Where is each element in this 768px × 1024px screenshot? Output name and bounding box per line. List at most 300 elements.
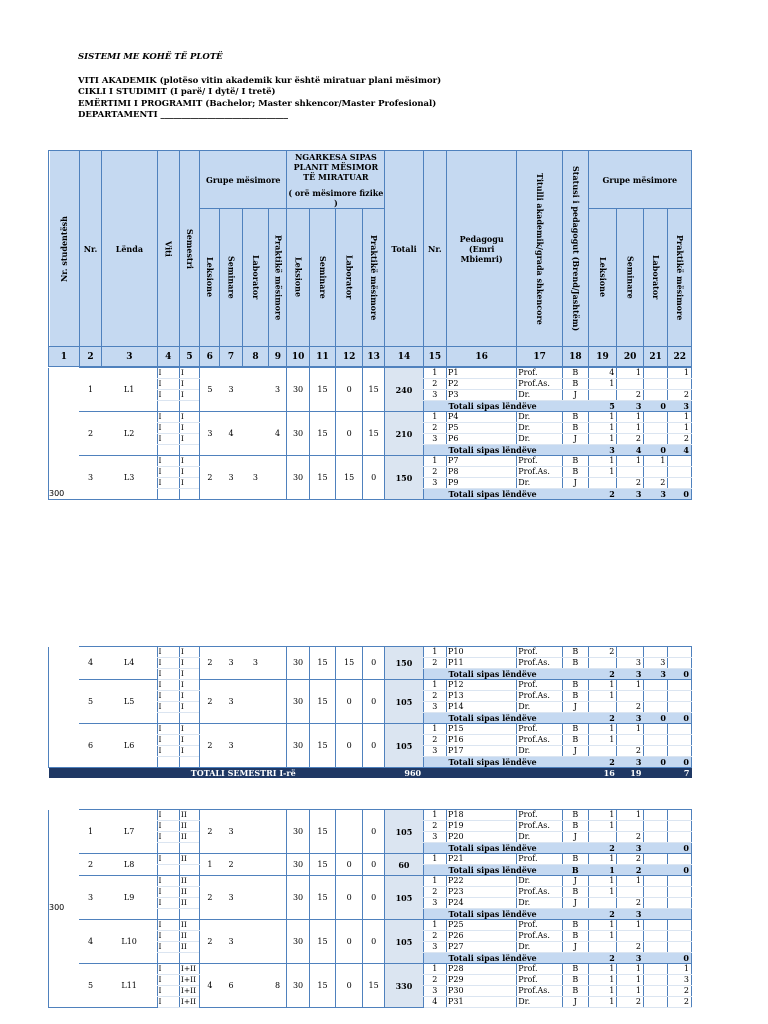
table-row [49,724,692,735]
teacher-nr: 2 [423,658,446,669]
semester-cell: II [179,931,199,942]
semester-total-group [643,768,667,779]
teacher-status: B [563,467,589,478]
group-value: 2 [200,647,220,680]
subject-total-value: 2 [588,489,617,500]
teacher-nr: 2 [423,735,446,746]
semester-total-group: 7 [668,768,692,779]
teacher-nr: 3 [423,390,446,401]
semester-cell [179,445,199,456]
load-value: 15 [309,964,336,1008]
load-value: 15 [309,680,336,724]
table-row [49,964,692,975]
load-value: 0 [362,810,384,854]
teacher-group: 2 [617,854,644,865]
table-row [49,456,692,467]
subject-total-value: 3 [617,669,644,680]
teacher-name: P19 [447,821,517,832]
col-ngarkesa: NGARKESA SIPAS PLANIT MËSIMOR TË MIRATUAR [293,151,379,182]
group-value [242,964,269,1008]
teacher-title: Prof.As. [517,986,563,997]
load-value: 30 [287,964,309,1008]
column-number: 13 [362,347,384,367]
teacher-group: 1 [668,423,692,434]
semester-cell: I [179,467,199,478]
year-cell: I [157,876,179,887]
teacher-name: P9 [447,478,517,489]
col-totali: Totali [385,151,423,347]
col-g2-seminare: Seminare [617,209,644,347]
teacher-title: Prof.As. [517,821,563,832]
teacher-group: 1 [588,423,617,434]
teacher-group: 1 [588,810,617,821]
total-value: 240 [385,368,423,412]
teacher-nr: 3 [423,702,446,713]
teacher-group [617,379,644,390]
subject-total-label: Totali sipas lëndëve [447,865,563,876]
teacher-group [668,810,692,821]
load-value: 30 [287,368,309,412]
teacher-title: Prof. [517,680,563,691]
group-value [242,680,269,724]
teacher-group [668,746,692,757]
group-value [269,810,287,854]
year-cell: I [157,680,179,691]
subject-name: L5 [102,680,157,724]
group-value [269,854,287,876]
teacher-title: Prof. [517,964,563,975]
teacher-group [617,821,644,832]
teacher-group [668,658,692,669]
column-number: 9 [269,347,287,367]
teacher-name: P13 [447,691,517,702]
semester-cell: II [179,887,199,898]
teacher-title: Prof.As. [517,931,563,942]
teacher-group: 1 [617,680,644,691]
teacher-group: 1 [588,456,617,467]
teacher-group [617,691,644,702]
subject-total-value: 0 [668,843,692,854]
col-g2-leksione: Leksione [588,209,617,347]
group-value [242,412,269,456]
group-value [242,854,269,876]
subject-name: L11 [102,964,157,1008]
teacher-status: J [563,702,589,713]
teacher-group [643,876,667,887]
subject-total-value: 0 [668,757,692,768]
teacher-group [643,964,667,975]
year-cell [157,401,179,412]
year-cell: I [157,986,179,997]
teacher-group [588,898,617,909]
semester-cell: I [179,456,199,467]
teacher-group: 2 [617,746,644,757]
teacher-name: P10 [447,647,517,658]
semester-cell: I [179,724,199,735]
total-value: 210 [385,412,423,456]
teacher-group [668,854,692,865]
load-value: 0 [336,920,363,964]
semester-cell: I [179,478,199,489]
teacher-group: 2 [668,390,692,401]
semester-cell: II [179,942,199,953]
teacher-status: B [563,854,589,865]
teacher-status: B [563,964,589,975]
teacher-status: B [563,735,589,746]
teacher-group [643,691,667,702]
teacher-group [643,379,667,390]
column-number: 15 [423,347,446,367]
total-value: 105 [385,920,423,964]
teacher-group [668,647,692,658]
teacher-title: Prof.As. [517,691,563,702]
header-line-department: DEPARTAMENTI ______________________________ [78,110,289,120]
teacher-nr: 3 [423,746,446,757]
teacher-name: P5 [447,423,517,434]
load-value: 0 [336,412,363,456]
year-cell: I [157,478,179,489]
teacher-group: 1 [588,434,617,445]
subject-total-value: 3 [668,401,692,412]
col-g-laborator: Laborator [242,209,269,347]
load-value [336,810,363,854]
workload-table-1 [48,367,692,500]
subject-total-value: 0 [668,489,692,500]
group-value: 3 [200,412,220,456]
workload-table-3 [48,809,692,1008]
subject-total-label: Totali sipas lëndëve [447,669,589,680]
teacher-group [668,379,692,390]
subject-nr: 3 [79,876,101,920]
year-cell: I [157,467,179,478]
load-value: 0 [336,876,363,920]
group-value: 3 [242,456,269,500]
teacher-nr: 3 [423,898,446,909]
teacher-group: 1 [588,920,617,931]
teacher-nr: 1 [423,810,446,821]
subject-nr: 1 [79,368,101,412]
semester-cell: II [179,810,199,821]
teacher-group [643,412,667,423]
subject-total-value: 3 [617,401,644,412]
column-number: 22 [668,347,692,367]
col-g2-laborator: Laborator [643,209,667,347]
teacher-nr: 1 [423,724,446,735]
teacher-name: P3 [447,390,517,401]
teacher-name: P8 [447,467,517,478]
year-cell [157,909,179,920]
col-viti: Viti [157,151,179,347]
year-cell: I [157,931,179,942]
subject-total-value: 2 [617,865,644,876]
teacher-name: P22 [447,876,517,887]
teacher-group [617,735,644,746]
subject-total-value: 3 [643,489,667,500]
year-cell: I [157,702,179,713]
col-lenda: Lënda [102,151,157,347]
teacher-group [643,467,667,478]
year-cell: I [157,423,179,434]
teacher-group: 1 [617,975,644,986]
teacher-title: Prof. [517,920,563,931]
table-row [49,647,692,658]
year-cell: I [157,821,179,832]
teacher-title: Prof. [517,368,563,379]
teacher-group: 2 [668,986,692,997]
semester-total-blank [49,768,102,779]
subject-total-value [668,909,692,920]
teacher-group: 1 [588,467,617,478]
teacher-title: Prof.As. [517,658,563,669]
semester-cell: I [179,702,199,713]
year-cell: I [157,647,179,658]
teacher-group: 1 [668,964,692,975]
teacher-status: B [563,647,589,658]
col-g-seminare: Seminare [220,209,242,347]
col-g-praktike: Praktikë mësimore [269,209,287,347]
col-g2-praktike: Praktikë mësimore [668,209,692,347]
teacher-nr: 3 [423,832,446,843]
teacher-nr: 1 [423,456,446,467]
subject-total-value: 0 [643,713,667,724]
teacher-title: Dr. [517,876,563,887]
teacher-group [643,832,667,843]
teacher-status: B [563,810,589,821]
col-titulli: Titulli akademik/grada shkencore [517,151,563,347]
subject-nr: 5 [79,964,101,1008]
teacher-group: 1 [588,821,617,832]
teacher-group [643,724,667,735]
table-row [49,876,692,887]
load-value: 30 [287,680,309,724]
table-row [49,810,692,821]
load-value: 0 [362,647,384,680]
teacher-nr: 1 [423,854,446,865]
subject-total-value: 0 [668,865,692,876]
load-value: 0 [336,724,363,768]
group-value: 2 [200,680,220,724]
subject-total-value: 2 [588,669,617,680]
teacher-name: P14 [447,702,517,713]
teacher-status: B [563,658,589,669]
teacher-nr: 3 [423,478,446,489]
load-value: 0 [336,368,363,412]
col-nr-studenteve: Nr. studentësh [49,151,80,347]
teacher-group [668,832,692,843]
teacher-status: J [563,746,589,757]
teacher-group: 1 [617,986,644,997]
load-value: 15 [362,412,384,456]
load-value: 0 [336,964,363,1008]
subject-nr: 6 [79,724,101,768]
teacher-title: Dr. [517,898,563,909]
subject-name: L9 [102,876,157,920]
group-value [269,680,287,724]
teacher-group: 1 [617,412,644,423]
group-value [242,724,269,768]
teacher-group: 2 [617,942,644,953]
group-value: 3 [220,368,242,412]
semester-total-row [49,768,692,779]
subject-total-value: 4 [617,445,644,456]
semester-cell: I [179,368,199,379]
subject-total-value: 3 [617,489,644,500]
subject-total-value: 3 [617,909,644,920]
col-n-praktike: Praktikë mësimore [362,209,384,347]
semester-cell: I [179,390,199,401]
subject-total-value: 2 [588,713,617,724]
subject-name: L10 [102,920,157,964]
load-value: 15 [309,876,336,920]
teacher-group [668,931,692,942]
year-cell [157,489,179,500]
group-value: 3 [269,368,287,412]
group-value: 2 [200,456,220,500]
subject-total-value: 0 [643,757,667,768]
semester-cell: I+II [179,997,199,1008]
semester-cell [179,713,199,724]
load-value: 0 [362,876,384,920]
group-value: 2 [200,724,220,768]
teacher-group [668,456,692,467]
teacher-group: 2 [617,898,644,909]
subject-total-value: 0 [643,401,667,412]
group-value: 8 [269,964,287,1008]
header-line-cycle: CIKLI I STUDIMIT (I parë/ I dytë/ I tretë) [78,87,276,97]
subject-nr: 1 [79,810,101,854]
subject-name: L6 [102,724,157,768]
load-value: 15 [336,647,363,680]
teacher-group: 1 [588,975,617,986]
teacher-status: B [563,368,589,379]
teacher-group: 1 [643,456,667,467]
subject-total-value: 0 [668,713,692,724]
subject-total-value [643,953,667,964]
teacher-title: Prof. [517,456,563,467]
semester-total-value: 960 [385,768,423,779]
teacher-group [643,854,667,865]
teacher-name: P30 [447,986,517,997]
semester-cell: I [179,379,199,390]
subject-total-value: 2 [588,953,617,964]
teacher-status: J [563,898,589,909]
semester-cell: II [179,898,199,909]
year-cell [157,953,179,964]
teacher-title: Dr. [517,942,563,953]
teacher-group [643,390,667,401]
year-cell: I [157,379,179,390]
col-grupe-mesimore: Grupe mësimore [200,151,287,209]
teacher-title: Prof. [517,854,563,865]
teacher-status: J [563,434,589,445]
column-number: 2 [79,347,101,367]
column-number: 1 [49,347,80,367]
semester-cell: I [179,735,199,746]
teacher-group: 1 [588,997,617,1008]
year-cell: I [157,669,179,680]
teacher-status: B [563,821,589,832]
semester-total-group: 19 [617,768,644,779]
subject-nr: 4 [79,920,101,964]
year-cell: I [157,887,179,898]
teacher-group [668,942,692,953]
teacher-nr: 2 [423,975,446,986]
subject-total-value: 0 [643,445,667,456]
semester-cell [179,757,199,768]
teacher-group: 2 [617,997,644,1008]
year-cell: I [157,412,179,423]
group-value: 2 [200,920,220,964]
teacher-group: 1 [588,887,617,898]
teacher-nr: 1 [423,412,446,423]
column-number: 19 [588,347,617,367]
teacher-nr: 2 [423,887,446,898]
teacher-group [643,434,667,445]
teacher-group [668,467,692,478]
col-statusi: Statusi i pedagogut (Brend/Jashtëm) [563,151,589,347]
teacher-title: Prof. [517,647,563,658]
year-cell: I [157,658,179,669]
teacher-group [643,975,667,986]
year-cell: I [157,832,179,843]
group-value [269,724,287,768]
table-row [49,412,692,423]
teacher-group: 1 [617,724,644,735]
col-n-seminare: Seminare [309,209,336,347]
teacher-name: P16 [447,735,517,746]
teacher-group [643,821,667,832]
teacher-nr: 3 [423,986,446,997]
teacher-group: 1 [588,379,617,390]
column-number: 18 [563,347,589,367]
year-cell: I [157,390,179,401]
teacher-name: P25 [447,920,517,931]
student-count [49,647,80,768]
subject-total-label: Totali sipas lëndëve [447,757,589,768]
year-cell: I [157,997,179,1008]
column-number-row [49,347,692,367]
load-value: 15 [309,920,336,964]
teacher-group [643,898,667,909]
subject-total-value: 3 [617,757,644,768]
year-cell: I [157,434,179,445]
teacher-group [643,810,667,821]
load-value: 15 [309,810,336,854]
teacher-group [668,691,692,702]
teacher-group: 1 [588,964,617,975]
header-line-academic-year: VITI AKADEMIK (plotëso vitin akademik kur është miratuar plani mësimor) [78,75,442,86]
load-value: 15 [336,456,363,500]
load-value: 30 [287,920,309,964]
semester-cell: I [179,658,199,669]
load-value: 15 [309,647,336,680]
load-value: 30 [287,876,309,920]
teacher-name: P2 [447,379,517,390]
column-number: 12 [336,347,363,367]
teacher-nr: 1 [423,876,446,887]
load-value: 30 [287,724,309,768]
teacher-group [617,887,644,898]
group-value [269,456,287,500]
subject-name: L7 [102,810,157,854]
teacher-group [668,702,692,713]
teacher-group [617,647,644,658]
teacher-nr: 2 [423,821,446,832]
load-value: 15 [362,368,384,412]
subject-total-label: Totali sipas lëndëve [447,445,589,456]
table-row [49,854,692,865]
teacher-group: 1 [617,876,644,887]
